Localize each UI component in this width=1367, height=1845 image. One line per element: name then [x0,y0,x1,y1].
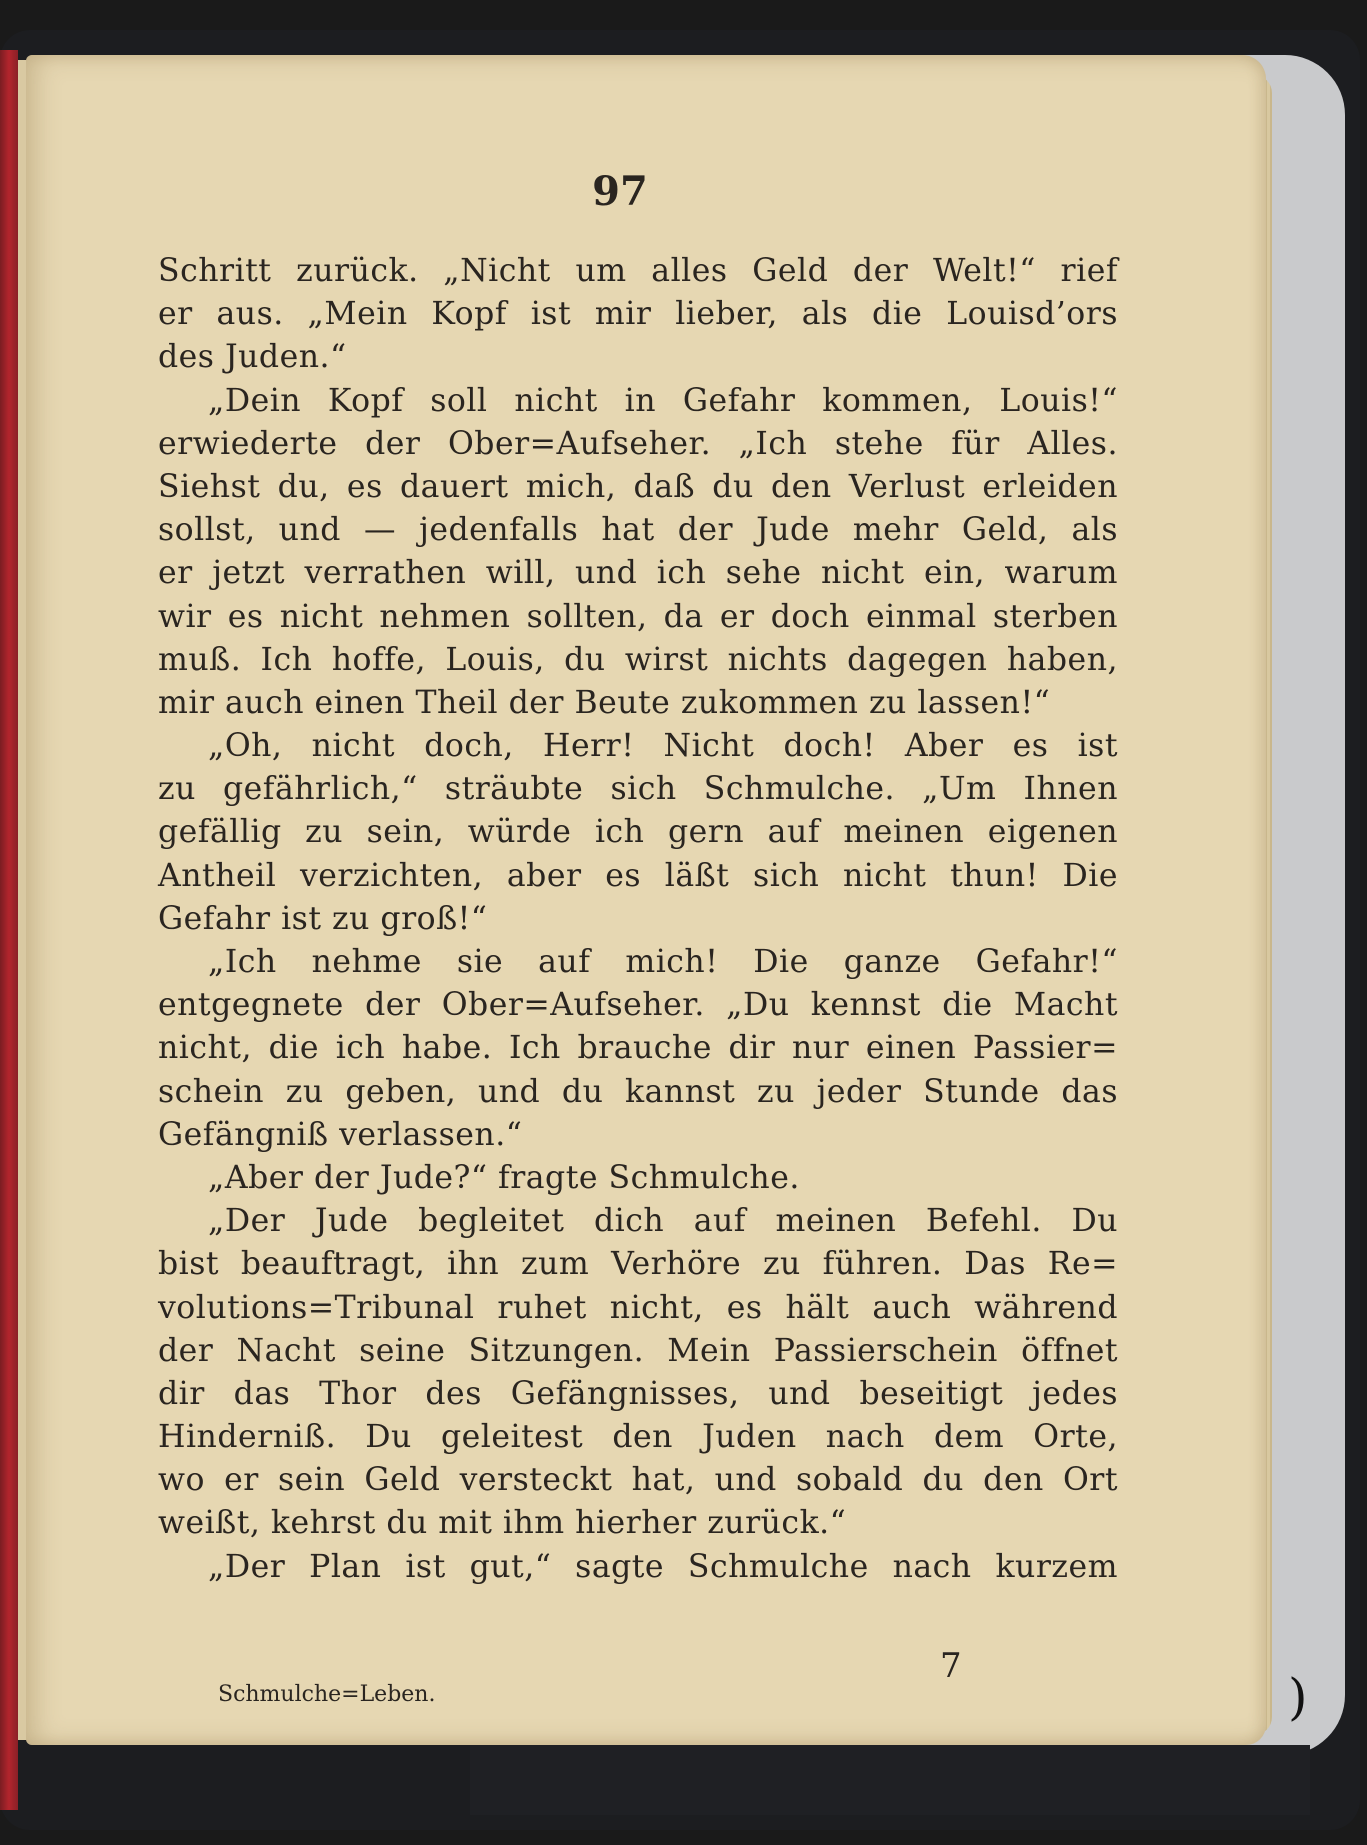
text-line: erwiederte der Ober=Aufseher. „Ich stehe für Alles. [158,425,1118,462]
text-line: der Nacht seine Sitzungen. Mein Passierschein öffnet [158,1332,1118,1369]
text-line: Gefahr ist zu groß!“ [158,900,488,937]
page-number: 97 [592,168,648,215]
spine-binding [0,50,18,1810]
paragraph [158,250,1118,380]
text-line: er aus. „Mein Kopf ist mir lieber, als die Louisd’ors [158,296,1118,333]
sheet-number: 7 [940,1646,962,1686]
paragraph [158,1546,1118,1589]
text-line: schein zu geben, und du kannst zu jeder Stunde das [158,1073,1118,1110]
paragraph [158,1200,1118,1546]
text-line: weißt, kehrst du mit ihm hierher zurück.“ [158,1505,847,1542]
signature-mark: Schmulche=Leben. [218,1682,436,1707]
text-line: „Ich nehme sie auf mich! Die ganze Gefahr!“ [208,944,1118,980]
text-line: Antheil verzichten, aber es läßt sich nicht thun! Die [158,857,1118,894]
text-line: Gefängniß verlassen.“ [158,1116,523,1153]
paragraph [158,725,1118,941]
text-line: sollst, und — jedenfalls hat der Jude mehr Geld, als [158,512,1118,549]
text-line: Siehst du, es dauert mich, daß du den Verlust erleiden [158,468,1118,505]
cover-edge [470,1745,1310,1815]
text-line: „Oh, nicht doch, Herr! Nicht doch! Aber es ist [208,728,1118,765]
text-line: bist beauftragt, ihn zum Verhöre zu führen. Das Re= [158,1246,1118,1283]
text-line: „Der Jude begleitet dich auf meinen Befehl. Du [208,1203,1118,1240]
text-line: zu gefährlich,“ sträubte sich Schmulche. „Um Ihnen [158,771,1118,808]
paragraph [158,941,1118,1157]
text-line: dir das Thor des Gefängnisses, und beseitigt jedes [158,1375,1118,1412]
text-line: muß. Ich hoffe, Louis, du wirst nichts dagegen haben, [158,641,1118,678]
paragraph [158,380,1118,726]
body-text [158,250,1118,1589]
text-line: Schritt zurück. „Nicht um alles Geld der Welt!“ rief [158,253,1118,289]
text-line: Hinderniß. Du geleitest den Juden nach dem Orte, [158,1419,1118,1456]
text-line: er jetzt verrathen will, und ich sehe nicht ein, warum [158,555,1118,592]
text-line: nicht, die ich habe. Ich brauche dir nur einen Passier= [158,1030,1118,1067]
text-line: „Aber der Jude?“ fragte Schmulche. [208,1159,800,1196]
text-line: volutions=Tribunal ruhet nicht, es hält auch während [158,1289,1118,1326]
paragraph [158,1157,1118,1200]
text-line: gefällig zu sein, würde ich gern auf meinen eigenen [158,814,1118,851]
text-line: „Dein Kopf soll nicht in Gefahr kommen, Louis!“ [208,382,1118,419]
edge-mark: ) [1288,1668,1308,1726]
text-line: wo er sein Geld versteckt hat, und sobald du den Ort [158,1462,1118,1499]
text-line: wir es nicht nehmen sollten, da er doch einmal sterben [158,598,1118,635]
text-line: „Der Plan ist gut,“ sagte Schmulche nach kurzem [208,1548,1118,1585]
text-line: mir auch einen Theil der Beute zukommen zu lassen!“ [158,684,1051,721]
text-line: des Juden.“ [158,339,347,376]
text-line: entgegnete der Ober=Aufseher. „Du kennst die Macht [158,987,1118,1024]
